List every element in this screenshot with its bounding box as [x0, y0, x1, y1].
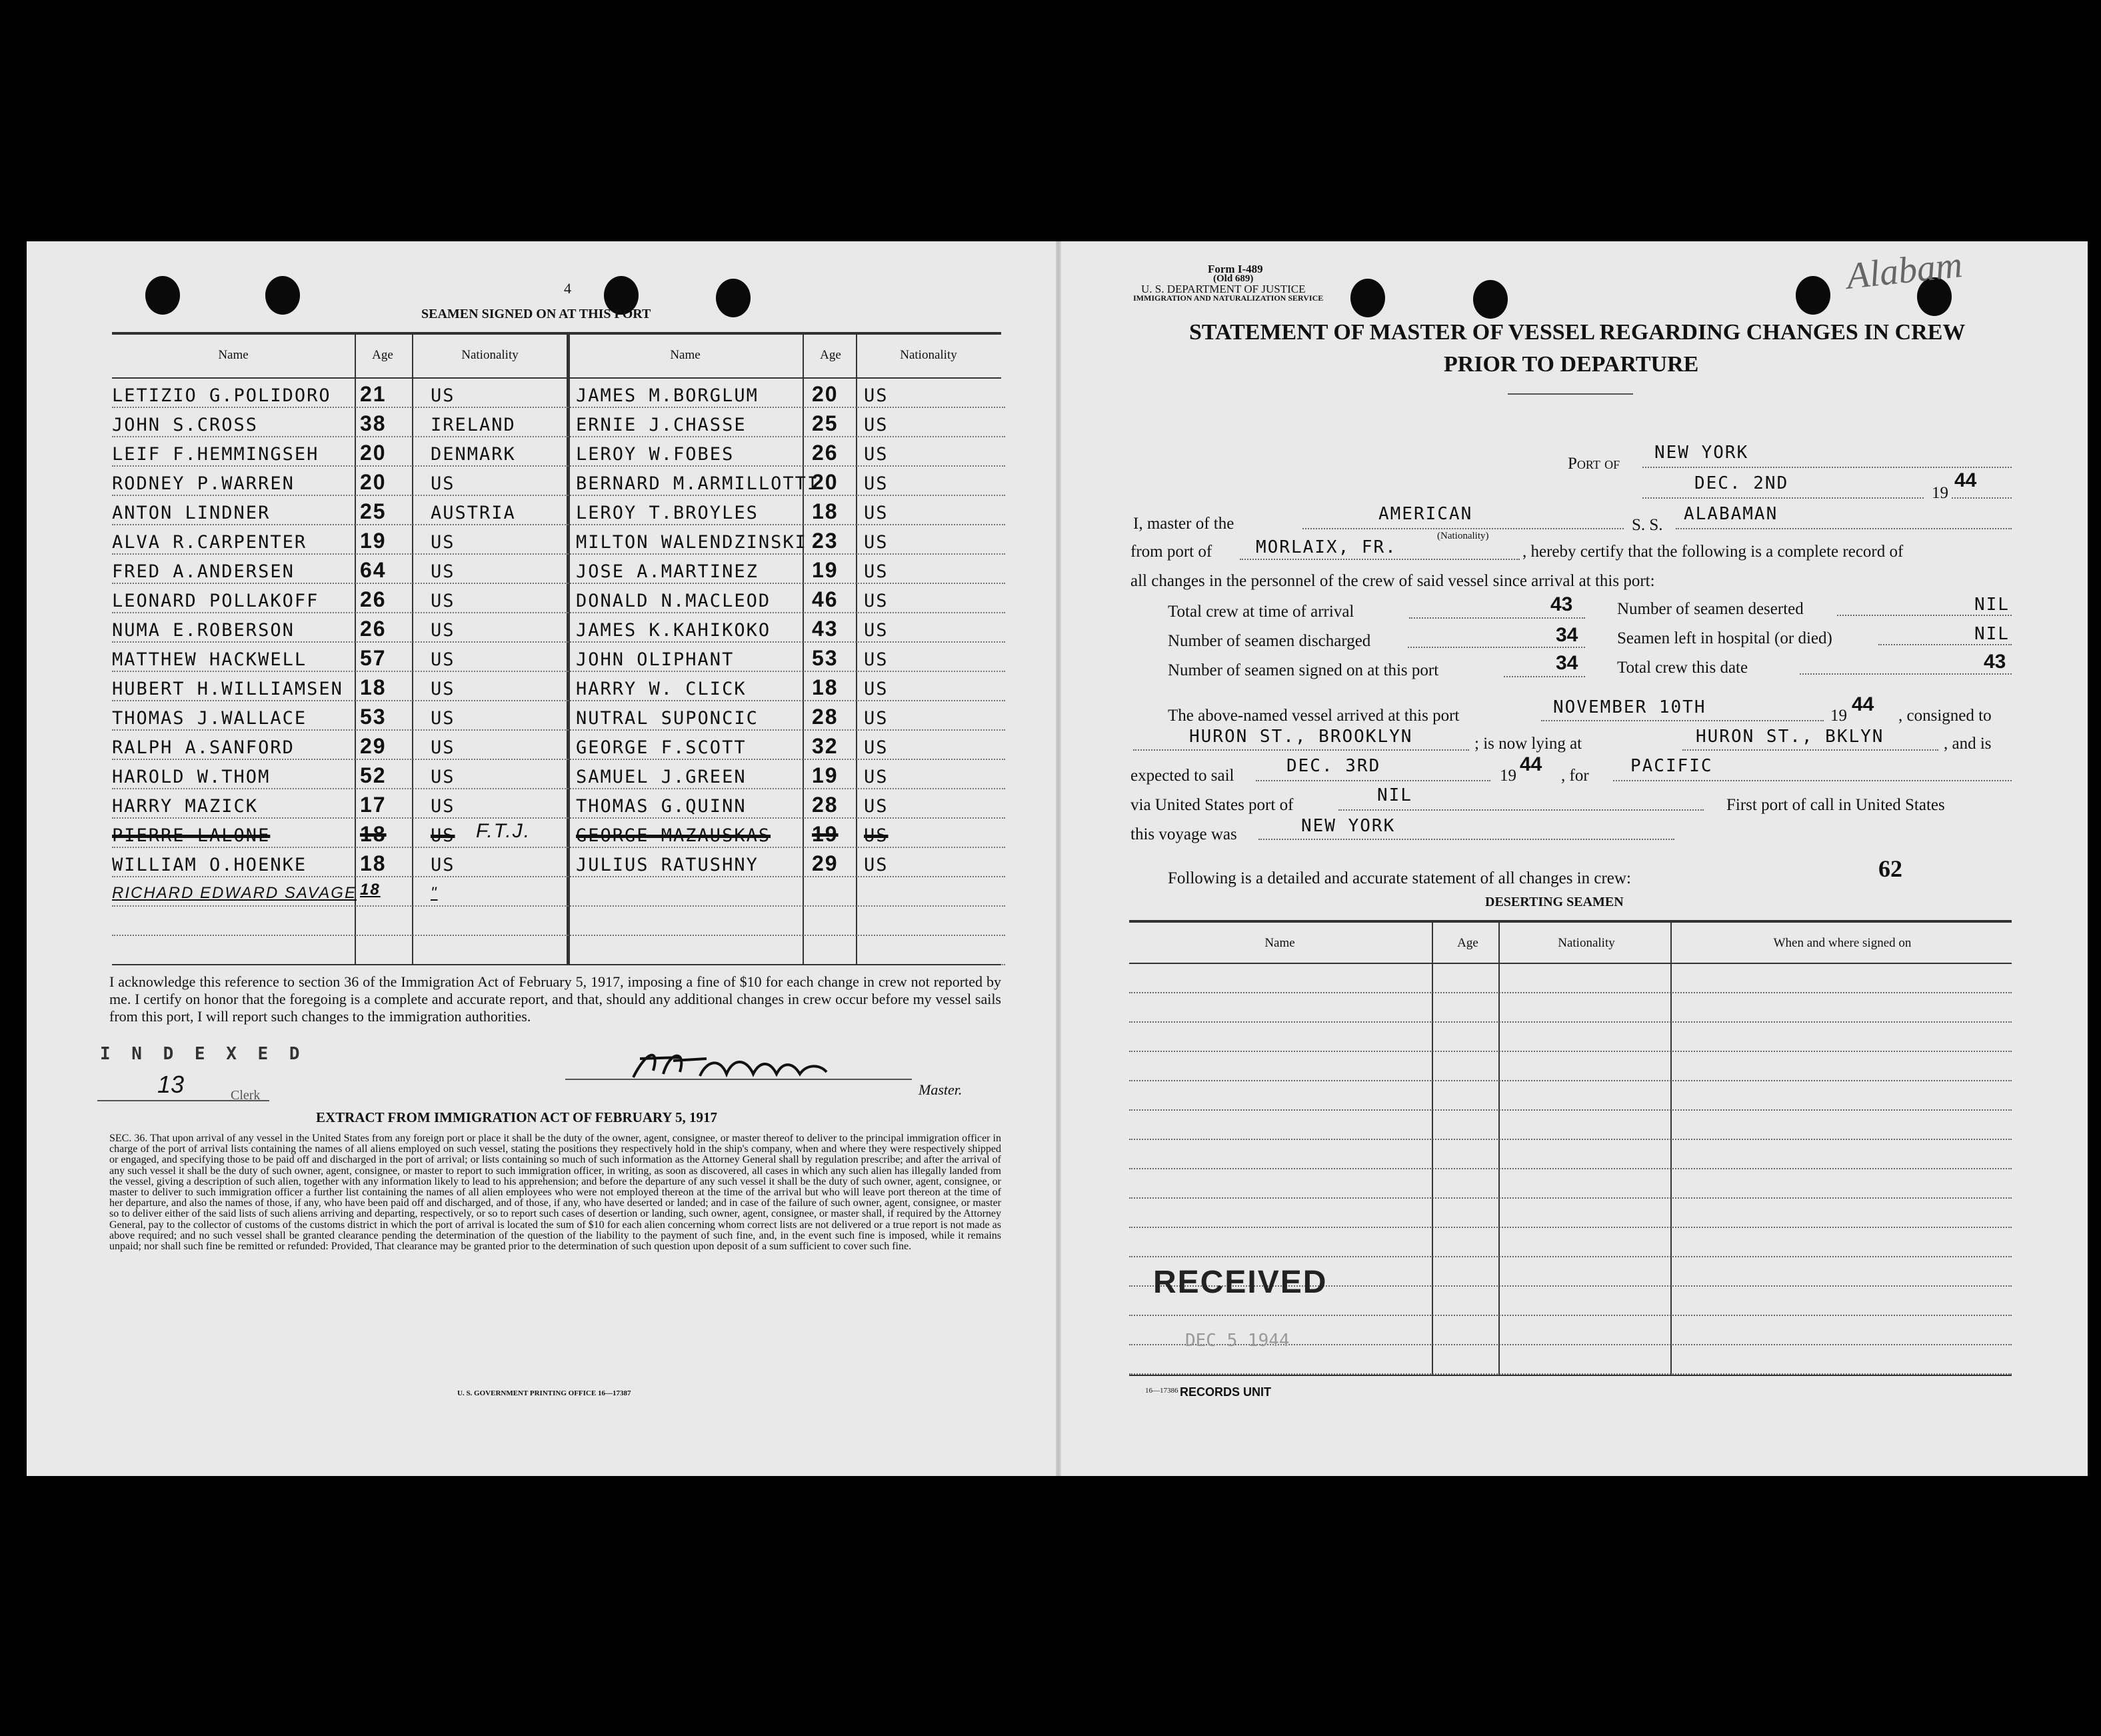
col-header-age: Age	[820, 348, 841, 362]
seaman-nationality: US	[431, 473, 455, 494]
seaman-age: 18	[360, 881, 381, 899]
seaman-name: ALVA R.CARPENTER	[112, 532, 307, 553]
deserting-header-when-where: When and where signed on	[1773, 936, 1912, 950]
seaman-age: 38	[360, 411, 387, 435]
lying-label: ; is now lying at	[1474, 735, 1582, 753]
deserting-row-rule	[1129, 1051, 2012, 1052]
seaman-age: 25	[360, 499, 387, 523]
seaman-age: 46	[812, 587, 839, 611]
seaman-nationality: US	[864, 767, 889, 787]
seaman-nationality: US	[864, 649, 889, 670]
punch-hole	[1473, 280, 1508, 319]
seaman-nationality: DENMARK	[431, 444, 516, 465]
seaman-age: 26	[360, 587, 387, 611]
via-line	[1338, 809, 1704, 811]
seaman-name: ANTON LINDNER	[112, 503, 271, 523]
seaman-name: THOMAS G.QUINN	[576, 796, 747, 817]
table-row	[112, 789, 1005, 819]
seaman-nationality: US	[864, 503, 889, 523]
seaman-age: 52	[360, 763, 387, 787]
master-of-label: I, master of the	[1133, 515, 1234, 533]
year-suffix: 44	[1954, 469, 1977, 491]
seaman-note: F.T.J.	[476, 820, 531, 842]
seaman-age: 28	[812, 705, 839, 729]
seaman-nationality: US	[864, 385, 889, 406]
hospital-dots	[1878, 644, 2012, 645]
from-port-line	[1240, 559, 1520, 560]
table-row	[112, 701, 1005, 731]
first-port-field: NEW YORK	[1301, 816, 1396, 836]
deserting-bottom-rule	[1129, 1375, 2012, 1376]
seaman-name: JAMES K.KAHIKOKO	[576, 620, 771, 641]
deserting-row-rule	[1129, 1315, 2012, 1316]
seaman-nationality: US	[431, 767, 455, 787]
table-top-rule	[112, 332, 1001, 335]
table-row	[112, 848, 1005, 877]
seaman-name: HARRY W. CLICK	[576, 679, 747, 699]
seaman-name: JOHN S.CROSS	[112, 415, 259, 435]
department: U. S. DEPARTMENT OF JUSTICE	[1141, 283, 1306, 295]
seaman-nationality: US	[864, 855, 889, 875]
total-arrival-label: Total crew at time of arrival	[1168, 603, 1354, 621]
discharged-value: 34	[1556, 624, 1578, 646]
seaman-age: 20	[360, 441, 387, 465]
deserting-row-rule	[1129, 1109, 2012, 1111]
seaman-age: 28	[812, 793, 839, 817]
deserting-header-nationality: Nationality	[1558, 936, 1615, 950]
deserting-row-rule	[1129, 1021, 2012, 1023]
received-date: DEC 5 1944	[1185, 1331, 1290, 1351]
via-label: via United States port of	[1130, 796, 1294, 814]
date-line	[1642, 497, 1924, 499]
seaman-name: MATTHEW HACKWELL	[112, 649, 307, 670]
seaman-age: 29	[812, 851, 839, 875]
seaman-name: RODNEY P.WARREN	[112, 473, 295, 494]
table-row	[112, 555, 1005, 584]
form-old: (Old 689)	[1213, 273, 1254, 284]
section-title: SEAMEN SIGNED ON AT THIS PORT	[421, 307, 651, 321]
port-field: NEW YORK	[1654, 443, 1749, 463]
seaman-name: SAMUEL J.GREEN	[576, 767, 747, 787]
first-port-line	[1258, 839, 1674, 840]
table-row	[112, 379, 1005, 408]
total-date-value: 43	[1984, 651, 2006, 673]
seaman-nationality: US	[864, 620, 889, 641]
master-label: Master.	[919, 1081, 963, 1098]
arrived-date-field: NOVEMBER 10TH	[1553, 697, 1706, 717]
seaman-name: JAMES M.BORGLUM	[576, 385, 759, 406]
footer-stamp: RECORDS UNIT	[1180, 1385, 1272, 1399]
deserting-row-rule	[1129, 1256, 2012, 1257]
seaman-nationality: US	[431, 561, 455, 582]
seaman-nationality: US	[864, 796, 889, 817]
all-changes-text: all changes in the personnel of the crew of said vessel since arrival at this port:	[1130, 572, 1655, 590]
nationality-line	[1302, 528, 1624, 529]
deserting-header-rule	[1129, 963, 2012, 964]
seaman-name: WILLIAM O.HOENKE	[112, 855, 307, 875]
seaman-age: 32	[812, 734, 839, 758]
first-port-label: First port of call in United States	[1726, 796, 1945, 814]
signed-on-label: Number of seamen signed on at this port	[1168, 661, 1439, 679]
deserting-header-age: Age	[1457, 936, 1478, 950]
seaman-age: 17	[360, 793, 387, 817]
seaman-name: BERNARD M.ARMILLOTTI	[576, 473, 820, 494]
seaman-nationality: US	[431, 591, 455, 611]
seaman-nationality: US	[431, 708, 455, 729]
seaman-nationality: US	[864, 591, 889, 611]
nationality-caption: (Nationality)	[1437, 531, 1489, 541]
consigned-label: , consigned to	[1898, 707, 1992, 725]
deserted-dots	[1837, 615, 2012, 616]
seaman-age: 18	[360, 822, 387, 846]
seaman-age: 18	[812, 675, 839, 699]
seaman-name: HUBERT H.WILLIAMSEN	[112, 679, 343, 699]
arrived-label: The above-named vessel arrived at this port	[1168, 707, 1460, 725]
seaman-name: GEORGE MAZAUSKAS	[576, 825, 771, 846]
following-text: Following is a detailed and accurate statement of all changes in crew:	[1168, 869, 1631, 887]
seaman-name: LETIZIO G.POLIDORO	[112, 385, 331, 406]
deserted-label: Number of seamen deserted	[1617, 600, 1804, 618]
seaman-name: RALPH A.SANFORD	[112, 737, 295, 758]
seaman-nationality: US	[431, 532, 455, 553]
seaman-age: 23	[812, 529, 839, 553]
via-field: NIL	[1377, 785, 1412, 805]
year-line	[1952, 497, 2012, 499]
total-date-dots	[1800, 673, 2012, 675]
discharged-dots	[1408, 647, 1585, 648]
total-arrival-dots	[1409, 617, 1585, 619]
seaman-age: 19	[812, 822, 839, 846]
seaman-name: ERNIE J.CHASSE	[576, 415, 747, 435]
table-bottom-rule	[112, 964, 1001, 965]
ss-label: S. S.	[1632, 516, 1663, 534]
arrived-year-prefix: 19	[1830, 707, 1847, 725]
seaman-age: 18	[812, 499, 839, 523]
seaman-nationality: US	[431, 385, 455, 406]
seaman-age: 19	[812, 558, 839, 582]
punch-hole	[716, 279, 751, 317]
vessel-field: ALABAMAN	[1684, 504, 1778, 524]
seaman-name: PIERRE LALONE	[112, 825, 271, 846]
col-header-name: Name	[218, 348, 249, 362]
table-row	[112, 731, 1005, 760]
arrived-year-suffix: 44	[1852, 693, 1874, 715]
deserting-row-rule	[1129, 1197, 2012, 1199]
acknowledgement-text: I acknowledge this reference to section 36 of the Immigration Act of February 5, 1917, imposing a fine of $10 for each change in crew not reported by me. I certify on honor that the foregoing is a complete and accurate report, and that, should any additional changes in crew occur before my vessel sails from this port, I will report such changes to the immigration authorities.	[109, 973, 1001, 1025]
deserting-title: DESERTING SEAMEN	[1485, 895, 1624, 909]
this-voyage-label: this voyage was	[1130, 825, 1237, 843]
sail-year-prefix: 19	[1500, 767, 1516, 785]
consignee-line	[1133, 749, 1469, 751]
deserting-top-rule	[1129, 920, 2012, 923]
seaman-nationality: US	[864, 444, 889, 465]
page-fold	[1056, 241, 1061, 1476]
year-prefix: 19	[1932, 484, 1948, 502]
seaman-name: LEROY T.BROYLES	[576, 503, 759, 523]
table-row	[112, 907, 1005, 936]
seaman-age: 26	[360, 617, 387, 641]
seaman-age: 64	[360, 558, 387, 582]
signed-on-value: 34	[1556, 652, 1578, 674]
seaman-age: 26	[812, 441, 839, 465]
seaman-nationality: US	[431, 679, 455, 699]
punch-hole	[265, 276, 300, 315]
page-ref: 62	[1878, 855, 1902, 882]
seaman-nationality: US	[431, 649, 455, 670]
from-port-field: MORLAIX, FR.	[1256, 537, 1397, 557]
extract-text: SEC. 36. That upon arrival of any vessel in the United States from any foreign port or place it shall be the duty of the owner, agent, consignee, or master thereof to deliver to the principal immigration officer in charge of the port of arrival lists containing the names of all aliens employed on such vessel, stating the positions they respectively hold in the ship's company, when and where they were respectively shipped or engaged, and specifying those to be paid off and discharged in the port of arrival; or lists containing so much of such information as the Attorney General shall by regulation prescribe; and after the arrival of any such vessel it shall be the duty of such owner, agent, consignee, or master to report to such immigration officer, in writing, as soon as discovered, all cases in which any such alien has illegally landed from the vessel, giving a description of such alien, together with any information likely to lead to his apprehension; and before the departure of any such vessel it shall be the duty of such owner, agent, consignee, or master to deliver to such immigration officer a further list containing the names of all alien employees who were not employed thereon at the time of the arrival but who will leave port thereon at the time of her departure, and also the names of those, if any, who have been paid off and discharged, and of those, if any, who have deserted or landed; and in case of the failure of such owner, agent, consignee, or master so to deliver either of the said lists of such aliens arriving and departing, respectively, or so to report such cases of desertion or landing, such owner, agent, consignee, or master shall, if required by the Attorney General, pay to the collector of customs of the customs district in which the port of arrival is located the sum of $10 for each alien concerning whom correct lists are not delivered or a true report is not made as above required; and no such vessel shall be granted clearance pending the determination of the question of the liability to the payment of such fine, and, in the event such fine is imposed, while it remains unpaid; nor shall such fine be remitted or refunded: Provided, That clearance may be granted prior to the determination of such question upon deposit of a sum sufficient to cover such fine.	[109, 1133, 1001, 1253]
hospital-value: NIL	[1974, 624, 2010, 644]
seaman-name: NUTRAL SUPONCIC	[576, 708, 759, 729]
master-signature-line	[565, 1079, 912, 1080]
seaman-nationality: "	[431, 884, 438, 902]
margin-note: Alabam	[1844, 244, 1964, 297]
seaman-name: FRED A.ANDERSEN	[112, 561, 295, 582]
seaman-name: RICHARD EDWARD SAVAGE	[112, 884, 357, 902]
expected-label: expected to sail	[1130, 767, 1234, 785]
seaman-name: JOHN OLIPHANT	[576, 649, 735, 670]
deserting-col-divider	[1670, 921, 1672, 1376]
deserted-value: NIL	[1974, 595, 2010, 615]
punch-hole	[145, 276, 180, 315]
date-field: DEC. 2ND	[1694, 473, 1789, 493]
for-label: , for	[1561, 767, 1589, 785]
total-date-label: Total crew this date	[1617, 659, 1748, 677]
form-number: Form I-489	[1208, 263, 1263, 275]
seaman-age: 43	[812, 617, 839, 641]
deserting-row-rule	[1129, 1168, 2012, 1169]
seaman-nationality: US	[864, 679, 889, 699]
discharged-label: Number of seamen discharged	[1168, 632, 1371, 650]
seaman-nationality: US	[431, 620, 455, 641]
deserting-row-rule	[1129, 1080, 2012, 1081]
seaman-name: LEIF F.HEMMINGSEH	[112, 444, 319, 465]
table-row	[112, 936, 1005, 965]
seaman-age: 53	[360, 705, 387, 729]
title-underline	[1508, 393, 1633, 395]
seaman-age: 29	[360, 734, 387, 758]
deserting-row-rule	[1129, 1139, 2012, 1140]
table-row	[112, 613, 1005, 643]
seaman-name: HARRY MAZICK	[112, 796, 259, 817]
seaman-age: 57	[360, 646, 387, 670]
from-port-label: from port of	[1130, 543, 1212, 561]
table-row	[112, 584, 1005, 613]
indexed-stamp: I N D E X E D	[100, 1044, 305, 1064]
page-number: 4	[564, 280, 571, 297]
seaman-name: LEONARD POLLAKOFF	[112, 591, 319, 611]
seaman-age: 20	[360, 470, 387, 494]
seaman-nationality: US	[864, 708, 889, 729]
destination-field: PACIFIC	[1630, 756, 1713, 776]
col-header-nationality: Nationality	[461, 348, 519, 362]
and-is-label: , and is	[1944, 735, 1992, 753]
table-row	[112, 819, 1005, 848]
seaman-nationality: IRELAND	[431, 415, 516, 435]
master-signature	[627, 1044, 853, 1091]
col-header-age: Age	[372, 348, 393, 362]
seaman-nationality: US	[864, 473, 889, 494]
printer-line: U. S. GOVERNMENT PRINTING OFFICE 16—17387	[457, 1389, 631, 1397]
nationality-field: AMERICAN	[1378, 504, 1473, 524]
clerk-initials: 13	[157, 1071, 185, 1098]
port-label: Port of	[1568, 455, 1620, 473]
seaman-age: 18	[360, 851, 387, 875]
seaman-name: DONALD N.MACLEOD	[576, 591, 771, 611]
deserting-row-rule	[1129, 1227, 2012, 1228]
seaman-name: THOMAS J.WALLACE	[112, 708, 307, 729]
vessel-line	[1676, 528, 2012, 529]
form-title: STATEMENT OF MASTER OF VESSEL REGARDING CHANGES IN CREW	[1189, 320, 1966, 345]
lying-line	[1682, 749, 1938, 751]
certify-text: , hereby certify that the following is a complete record of	[1522, 543, 1904, 561]
table-row	[112, 525, 1005, 555]
punch-hole	[1796, 276, 1830, 315]
seaman-nationality: US	[864, 415, 889, 435]
consignee-field: HURON ST., BROOKLYN	[1189, 727, 1413, 747]
arrived-line	[1541, 720, 1824, 721]
table-row	[112, 877, 1005, 907]
seaman-age: 25	[812, 411, 839, 435]
seaman-nationality: US	[431, 855, 455, 875]
deserting-col-divider	[1432, 921, 1433, 1376]
table-row	[112, 408, 1005, 437]
col-header-name: Name	[670, 348, 701, 362]
seaman-name: GEORGE F.SCOTT	[576, 737, 747, 758]
seaman-age: 19	[360, 529, 387, 553]
seaman-name: HAROLD W.THOM	[112, 767, 271, 787]
seaman-nationality: US	[431, 825, 455, 846]
seaman-name: JULIUS RATUSHNY	[576, 855, 759, 875]
seaman-nationality: AUSTRIA	[431, 503, 516, 523]
sail-date-field: DEC. 3RD	[1286, 756, 1381, 776]
seaman-nationality: US	[431, 737, 455, 758]
punch-hole	[1350, 279, 1385, 317]
deserting-col-divider	[1498, 921, 1500, 1376]
service: IMMIGRATION AND NATURALIZATION SERVICE	[1133, 293, 1324, 303]
seaman-name: JOSE A.MARTINEZ	[576, 561, 759, 582]
received-stamp: RECEIVED	[1153, 1265, 1328, 1300]
seaman-age: 20	[812, 382, 839, 406]
seaman-nationality: US	[431, 796, 455, 817]
table-row	[112, 643, 1005, 672]
clerk-label: Clerk	[231, 1088, 261, 1103]
lying-field: HURON ST., BKLYN	[1696, 727, 1884, 747]
seaman-age: 53	[812, 646, 839, 670]
seaman-nationality: US	[864, 737, 889, 758]
hospital-label: Seamen left in hospital (or died)	[1617, 629, 1832, 647]
port-line	[1642, 467, 2012, 468]
seaman-name: MILTON WALENDZINSKI	[576, 532, 807, 553]
seaman-age: 21	[360, 382, 387, 406]
table-row	[112, 760, 1005, 789]
deserting-header-name: Name	[1264, 936, 1295, 950]
table-row	[112, 496, 1005, 525]
seaman-nationality: US	[864, 825, 889, 846]
table-row	[112, 437, 1005, 467]
total-arrival-value: 43	[1550, 593, 1573, 615]
seaman-age: 18	[360, 675, 387, 699]
seaman-nationality: US	[864, 532, 889, 553]
seaman-age: 20	[812, 470, 839, 494]
col-header-nationality: Nationality	[900, 348, 957, 362]
form-subtitle: PRIOR TO DEPARTURE	[1444, 352, 1699, 377]
seaman-nationality: US	[864, 561, 889, 582]
footer-code: 16—17386	[1145, 1387, 1178, 1395]
signed-on-dots	[1504, 676, 1585, 677]
table-row	[112, 672, 1005, 701]
sail-year-suffix: 44	[1520, 753, 1542, 775]
sail-date-line	[1256, 780, 1490, 781]
destination-line	[1613, 780, 2012, 781]
deserting-row-rule	[1129, 992, 2012, 993]
seaman-name: NUMA E.ROBERSON	[112, 620, 295, 641]
seaman-name: LEROY W.FOBES	[576, 444, 735, 465]
seaman-age: 19	[812, 763, 839, 787]
table-row	[112, 467, 1005, 496]
extract-title: EXTRACT FROM IMMIGRATION ACT OF FEBRUARY 5, 1917	[316, 1109, 718, 1125]
